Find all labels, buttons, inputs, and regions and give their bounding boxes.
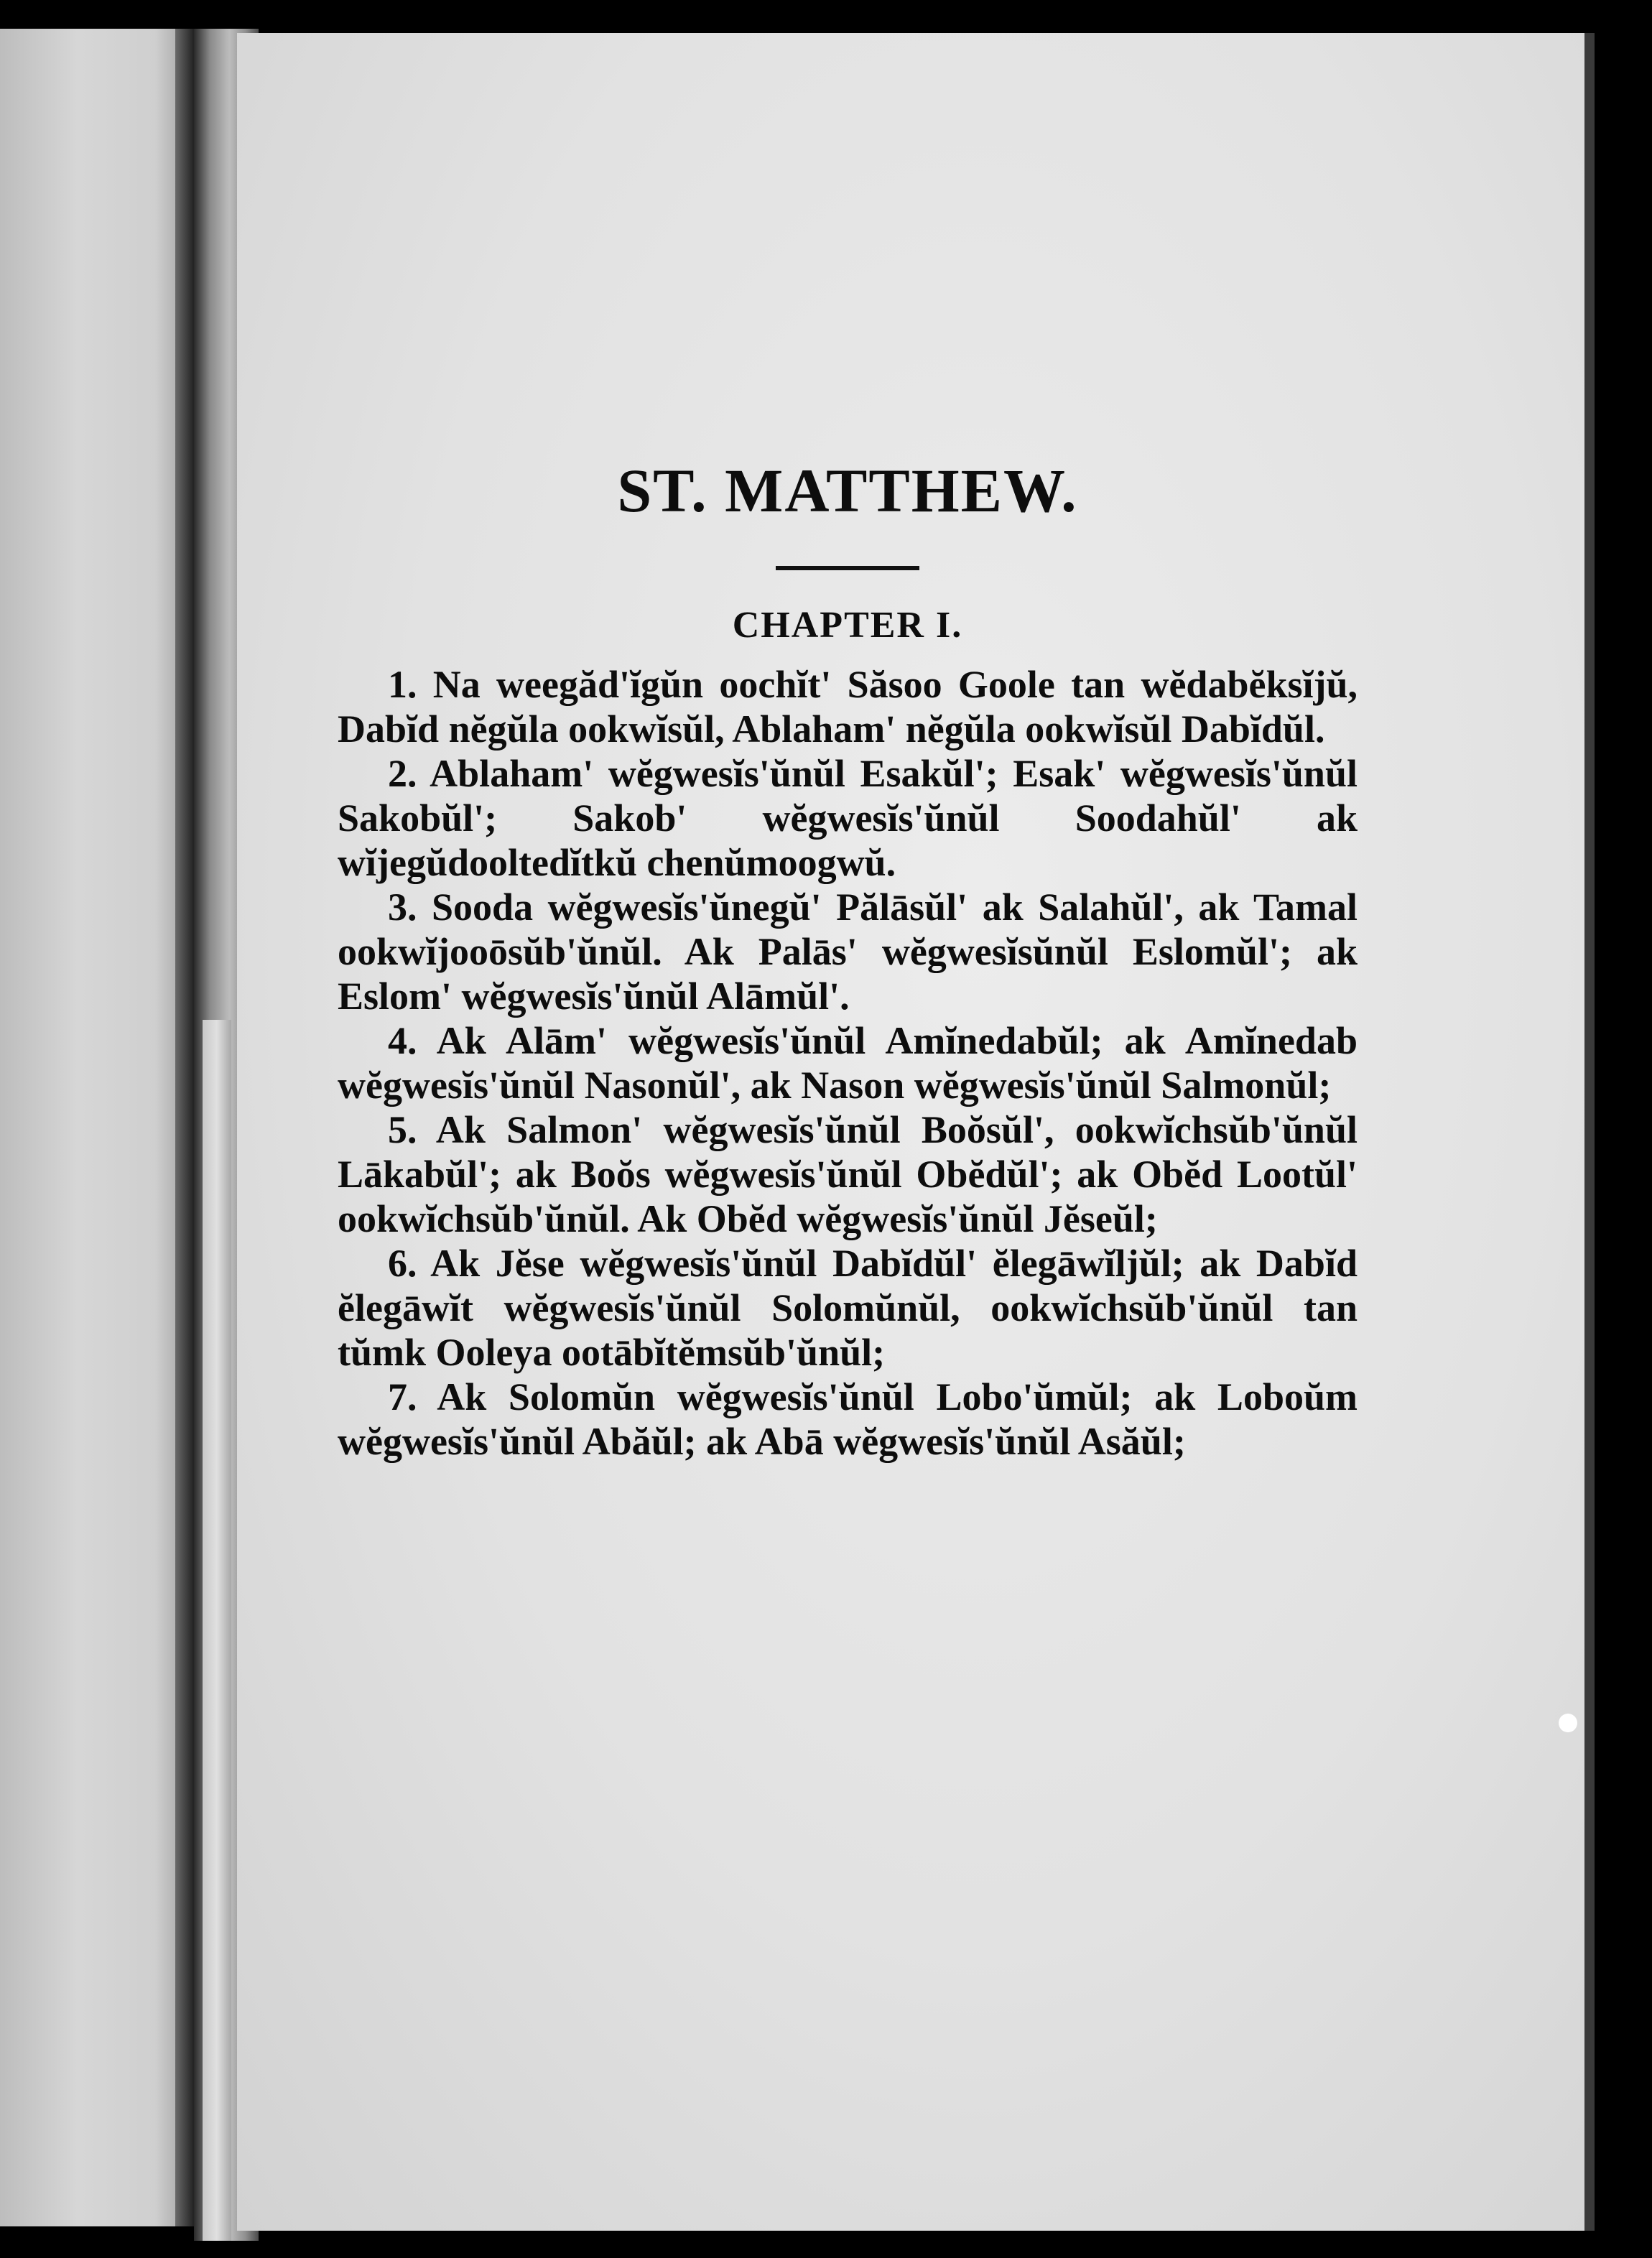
paper-speck [1559,1714,1577,1732]
verse-text: Sooda wĕgwesĭs'ŭnegŭ' Pălāsŭl' ak Salahŭl', ak Tamal ookwĭjooōsŭb'ŭnŭl. Ak Palās' wĕgwesĭsŭnŭl Eslomŭl'; ak Eslom' wĕgwesĭs'ŭnŭl Alāmŭl'. [338,886,1358,1018]
page-text-block [338,456,1358,1464]
verse-number: 7. [388,1375,417,1419]
verse [338,885,1358,1018]
verse-number: 1. [388,663,417,707]
verse-number: 2. [388,752,417,796]
gutter-shadow [175,29,194,2226]
verse [338,1241,1358,1375]
torn-page-edge [201,1020,231,2241]
verse-text: Ak Solomŭn wĕgwesĭs'ŭnŭl Lobo'ŭmŭl; ak Loboŭm wĕgwesĭs'ŭnŭl Abăŭl; ak Abā wĕgwesĭs'ŭnŭl Asăŭl; [338,1375,1358,1464]
verse [338,1375,1358,1464]
verse [338,662,1358,751]
verse-number: 5. [388,1108,417,1152]
chapter-heading: CHAPTER I. [732,605,963,646]
verse-list [338,662,1358,1464]
verse-text: Ak Alām' wĕgwesĭs'ŭnŭl Amĭnedabŭl; ak Amĭnedab wĕgwesĭs'ŭnŭl Nasonŭl', ak Nason wĕgwesĭs'ŭnŭl Salmonŭl; [338,1019,1358,1107]
verse-text: Na weegăd'ĭgŭn oochĭt' Săsoo Goole tan wĕdabĕksĭjŭ, Dabĭd nĕgŭla ookwĭsŭl, Ablaham' nĕgŭla ookwĭsŭl Dabĭdŭl. [338,663,1358,751]
verse [338,1018,1358,1107]
verse-number: 6. [388,1242,417,1286]
book-title: ST. MATTHEW. [617,456,1078,525]
verse-text: Ak Salmon' wĕgwesĭs'ŭnŭl Boŏsŭl', ookwĭchsŭb'ŭnŭl Lākabŭl'; ak Boŏs wĕgwesĭs'ŭnŭl Obĕdŭl'; ak Obĕd Lootŭl' ookwĭchsŭb'ŭnŭl. Ak Obĕd wĕgwesĭs'ŭnŭl Jĕseŭl; [338,1108,1358,1241]
verse-text: Ablaham' wĕgwesĭs'ŭnŭl Esakŭl'; Esak' wĕgwesĭs'ŭnŭl Sakobŭl'; Sakob' wĕgwesĭs'ŭnŭl Soodahŭl' ak wĭjegŭdooltedĭtkŭ chenŭmoogwŭ. [338,752,1358,885]
verse-number: 3. [388,886,417,929]
verse [338,751,1358,885]
verse-number: 4. [388,1019,417,1063]
title-rule [776,566,919,570]
verse [338,1107,1358,1241]
left-facing-page [0,29,194,2226]
verse-text: Ak Jĕse wĕgwesĭs'ŭnŭl Dabĭdŭl' ĕlegāwĭljŭl; ak Dabĭd ĕlegāwĭt wĕgwesĭs'ŭnŭl Solomŭnŭl, ookwĭchsŭb'ŭnŭl tan tŭmk Ooleya ootābĭtĕmsŭb'ŭnŭl; [338,1242,1358,1375]
